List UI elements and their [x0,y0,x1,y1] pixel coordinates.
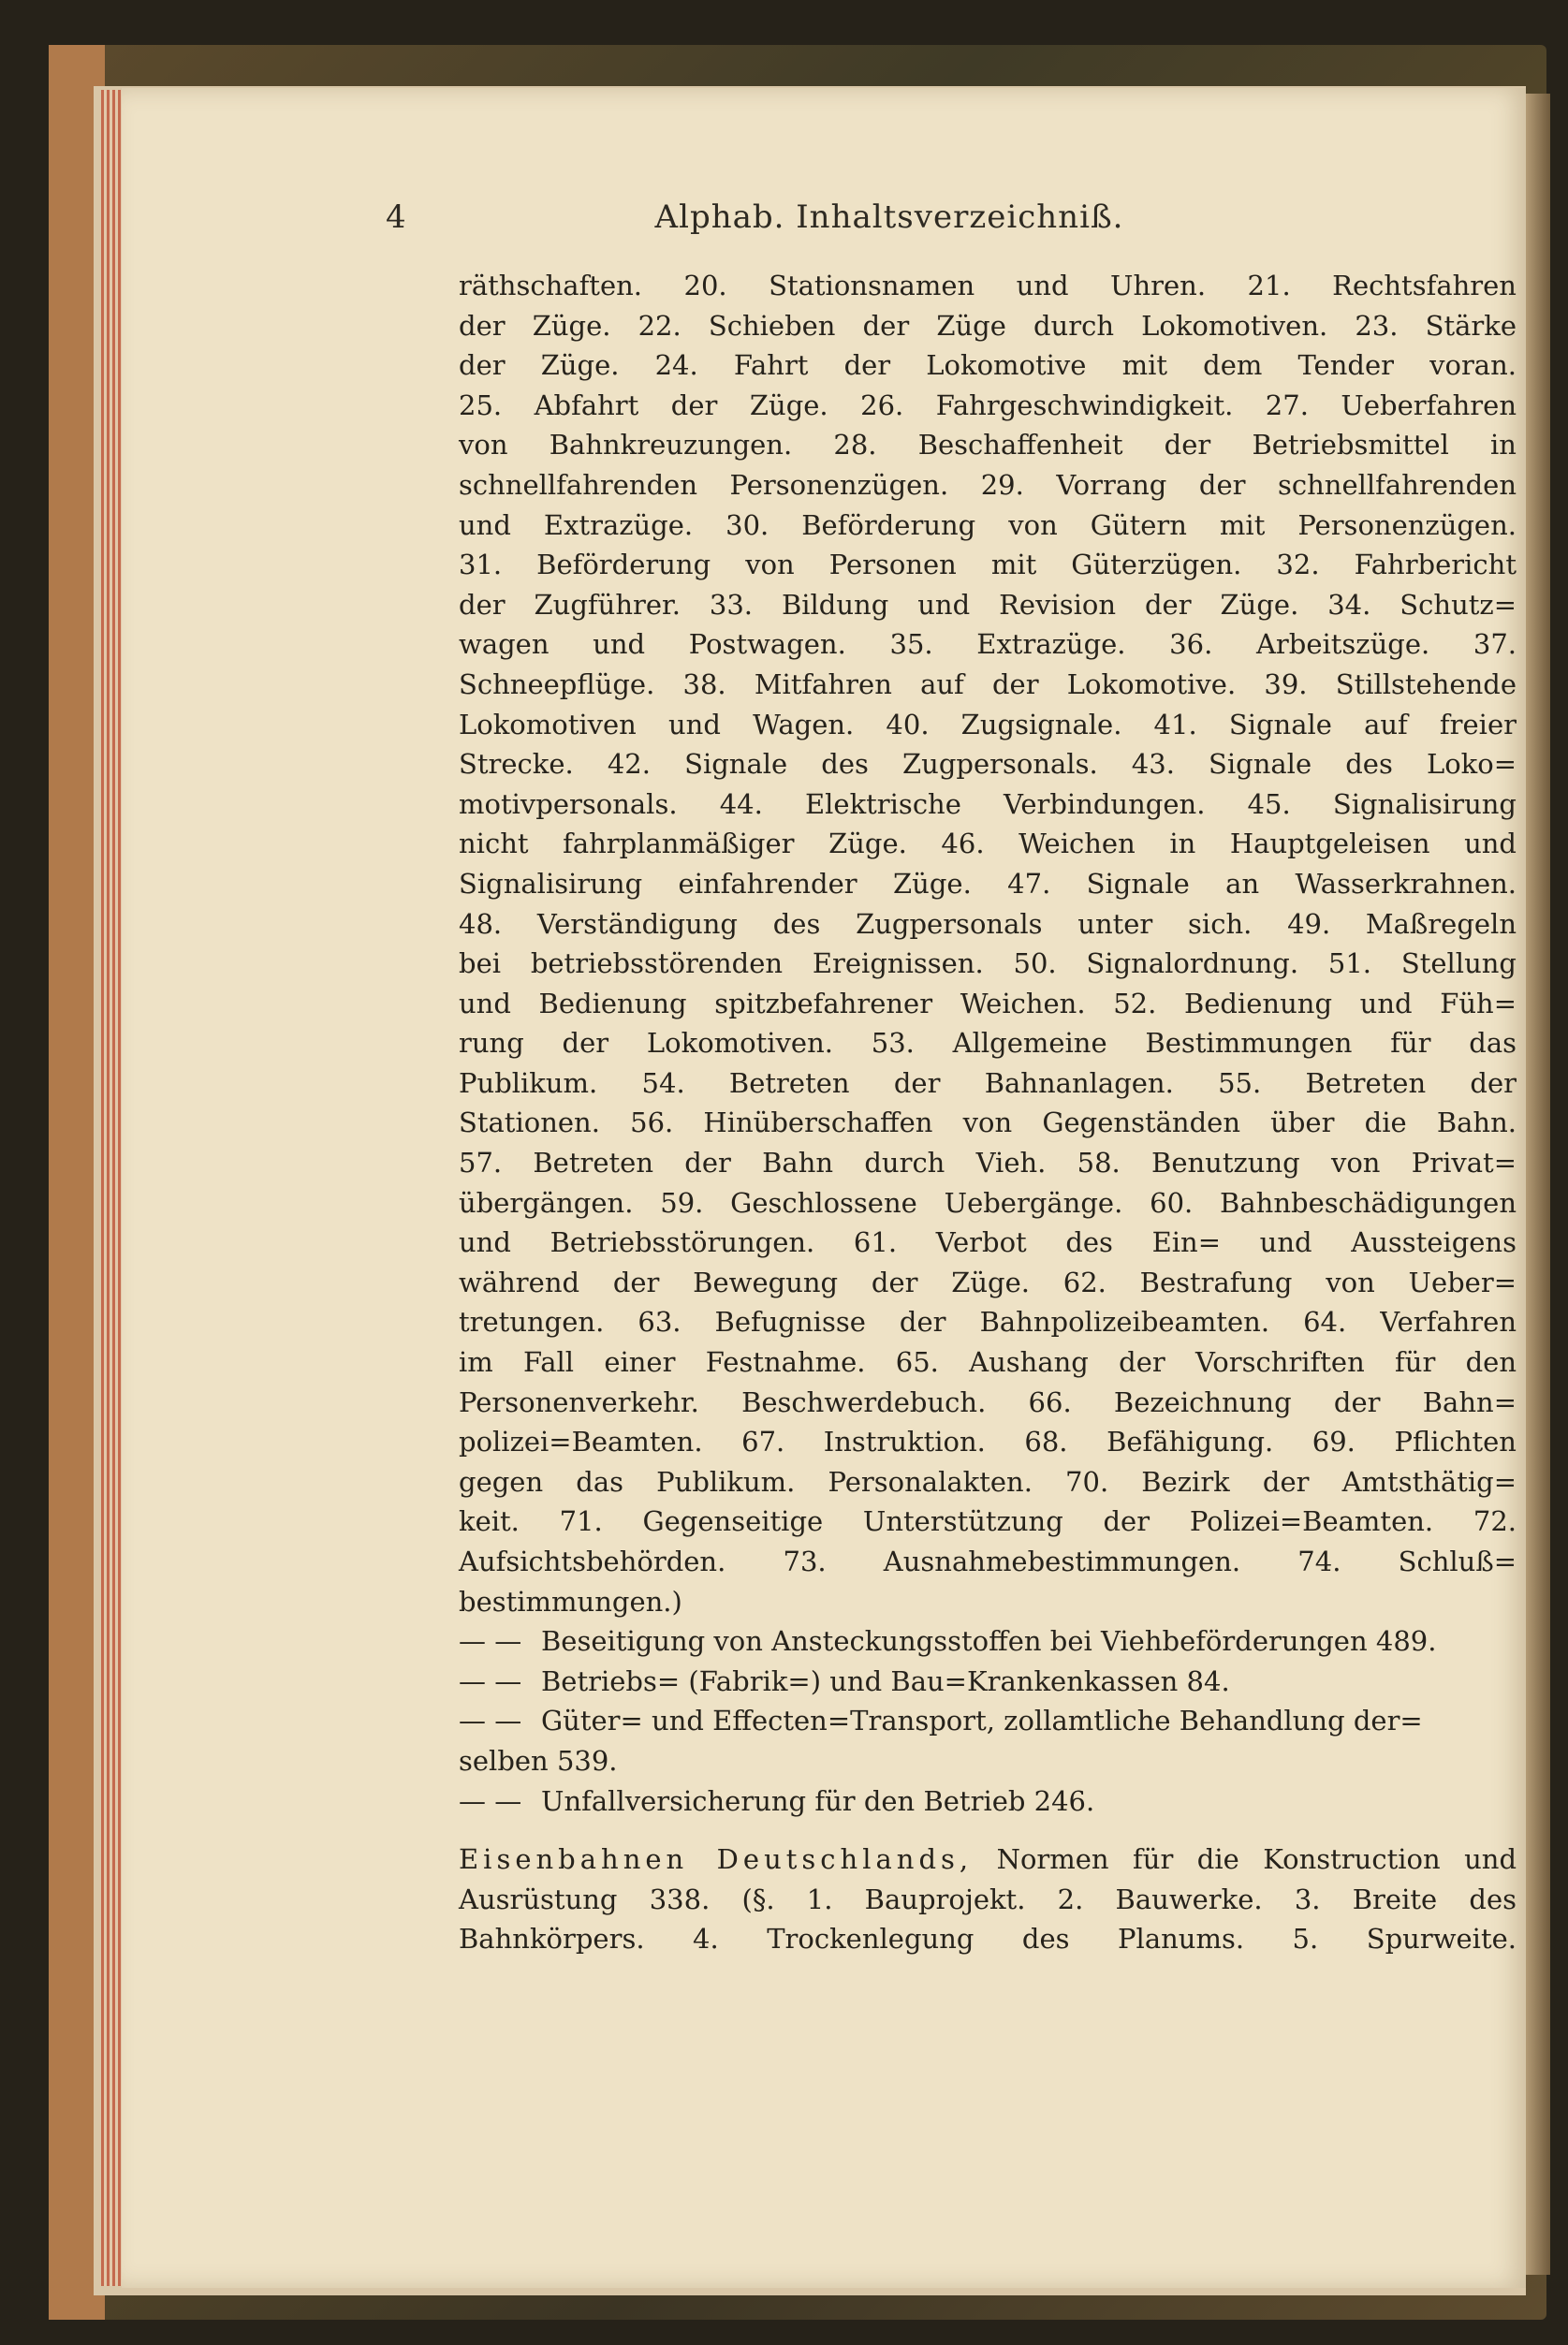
index-line: Schneepflüge. 38. Mitfahren auf der Lokomotive. 39. Stillstehende [459,667,1517,700]
index-line: übergängen. 59. Geschlossene Uebergänge. 60. Bahnbeschädigungen [459,1186,1517,1219]
index-line: bestimmungen.) [459,1585,682,1618]
index-line: tretungen. 63. Befugnisse der Bahnpolizeibeamten. 64. Verfahren [459,1306,1517,1339]
index-line: nicht fahrplanmäßiger Züge. 46. Weichen in Hauptgeleisen und [459,828,1517,860]
index-line: Lokomotiven und Wagen. 40. Zugsignale. 41. Signale auf freier [459,708,1517,740]
main-entry-line-1-rest: Normen für die Konstruction und [996,1843,1517,1876]
index-line: und Bedienung spitzbefahrener Weichen. 52. Bedienung und Füh= [459,987,1517,1019]
index-line: polizei=Beamten. 67. Instruktion. 68. Befähigung. 69. Pflichten [459,1426,1517,1458]
sub-entry-text: Beseitigung von Ansteckungsstoffen bei Viehbeförderungen 489. [541,1625,1437,1658]
index-line: Aufsichtsbehörden. 73. Ausnahmebestimmungen. 74. Schluß= [459,1546,1517,1577]
index-line: und Extrazüge. 30. Beförderung von Gütern mit Personenzügen. [459,508,1517,541]
index-line: der Züge. 24. Fahrt der Lokomotive mit dem Tender voran. [459,349,1517,382]
index-line: im Fall einer Festnahme. 65. Aushang der Vorschriften für den [459,1346,1517,1379]
index-line: rung der Lokomotiven. 53. Allgemeine Bestimmungen für das [459,1027,1517,1060]
running-head: Alphab. Inhaltsverzeichniß. [654,198,1124,236]
repeat-dash: — — [459,1705,522,1737]
index-line: räthschaften. 20. Stationsnamen und Uhren. 21. Rechtsfahren [459,270,1517,301]
sub-entry-continuation: selben 539. [459,1744,618,1777]
page-header [122,198,1526,255]
continuation-block [459,266,1517,1621]
index-line: wagen und Postwagen. 35. Extrazüge. 36. Arbeitszüge. 37. [459,628,1517,661]
index-line: keit. 71. Gegenseitige Unterstützung der Polizei=Beamten. 72. [459,1505,1517,1538]
sub-entry-text: Unfallversicherung für den Betrieb 246. [541,1784,1095,1817]
sub-entry-text: Güter= und Effecten=Transport, zollamtliche Behandlung der= [541,1705,1423,1737]
main-entry-line-2: Ausrüstung 338. (§. 1. Bauprojekt. 2. Bauwerke. 3. Breite des [459,1883,1517,1915]
book-page [122,88,1526,2288]
sub-entries [459,1621,1517,1821]
index-line: Strecke. 42. Signale des Zugpersonals. 43. Signale des Loko= [459,748,1517,781]
index-line: Publikum. 54. Betreten der Bahnanlagen. 55. Betreten der [459,1066,1517,1099]
index-line: und Betriebsstörungen. 61. Verbot des Ein= und Aussteigens [459,1226,1517,1259]
repeat-dash: — — [459,1625,522,1658]
main-entry [459,1839,1517,1959]
index-line: 48. Verständigung des Zugpersonals unter sich. 49. Maßregeln [459,907,1517,940]
sub-entry [459,1781,1517,1822]
main-entry-line-3: Bahnkörpers. 4. Trockenlegung des Planums. 5. Spurweite. [459,1923,1517,1956]
index-line: gegen das Publikum. Personalakten. 70. Bezirk der Amtsthätig= [459,1465,1517,1498]
index-line: während der Bewegung der Züge. 62. Bestrafung von Ueber= [459,1266,1517,1298]
repeat-dash: — — [459,1784,522,1817]
sub-entry [459,1701,1517,1741]
book-gutter [1524,94,1550,2275]
main-entry-headword: Eisenbahnen Deutschlands, [459,1843,974,1876]
sub-entry [459,1662,1517,1702]
index-line: 25. Abfahrt der Züge. 26. Fahrgeschwindigkeit. 27. Ueberfahren [459,388,1517,421]
index-line: schnellfahrenden Personenzügen. 29. Vorrang der schnellfahrenden [459,468,1517,501]
red-page-edges [101,90,122,2286]
index-line: 57. Betreten der Bahn durch Vieh. 58. Benutzung von Privat= [459,1147,1517,1180]
main-entry-line-1 [459,1839,1517,1880]
index-line: bei betriebsstörenden Ereignissen. 50. Signalordnung. 51. Stellung [459,947,1517,980]
index-line: Signalisirung einfahrender Züge. 47. Signale an Wasserkrahnen. [459,867,1517,900]
index-line: der Züge. 22. Schieben der Züge durch Lokomotiven. 23. Stärke [459,309,1517,342]
page-number: 4 [386,198,406,236]
sub-entry [459,1621,1517,1662]
index-line: Personenverkehr. Beschwerdebuch. 66. Bezeichnung der Bahn= [459,1385,1517,1418]
repeat-dash: — — [459,1664,522,1697]
index-line: 31. Beförderung von Personen mit Güterzügen. 32. Fahrbericht [459,549,1517,581]
index-line: von Bahnkreuzungen. 28. Beschaffenheit der Betriebsmittel in [459,429,1517,462]
index-line: Stationen. 56. Hinüberschaffen von Gegenständen über die Bahn. [459,1107,1517,1139]
index-line: motivpersonals. 44. Elektrische Verbindungen. 45. Signalisirung [459,787,1517,820]
sub-entry-text: Betriebs= (Fabrik=) und Bau=Krankenkassen 84. [541,1664,1230,1697]
index-line: der Zugführer. 33. Bildung und Revision der Züge. 34. Schutz= [459,588,1517,621]
index-text [459,266,1517,1959]
